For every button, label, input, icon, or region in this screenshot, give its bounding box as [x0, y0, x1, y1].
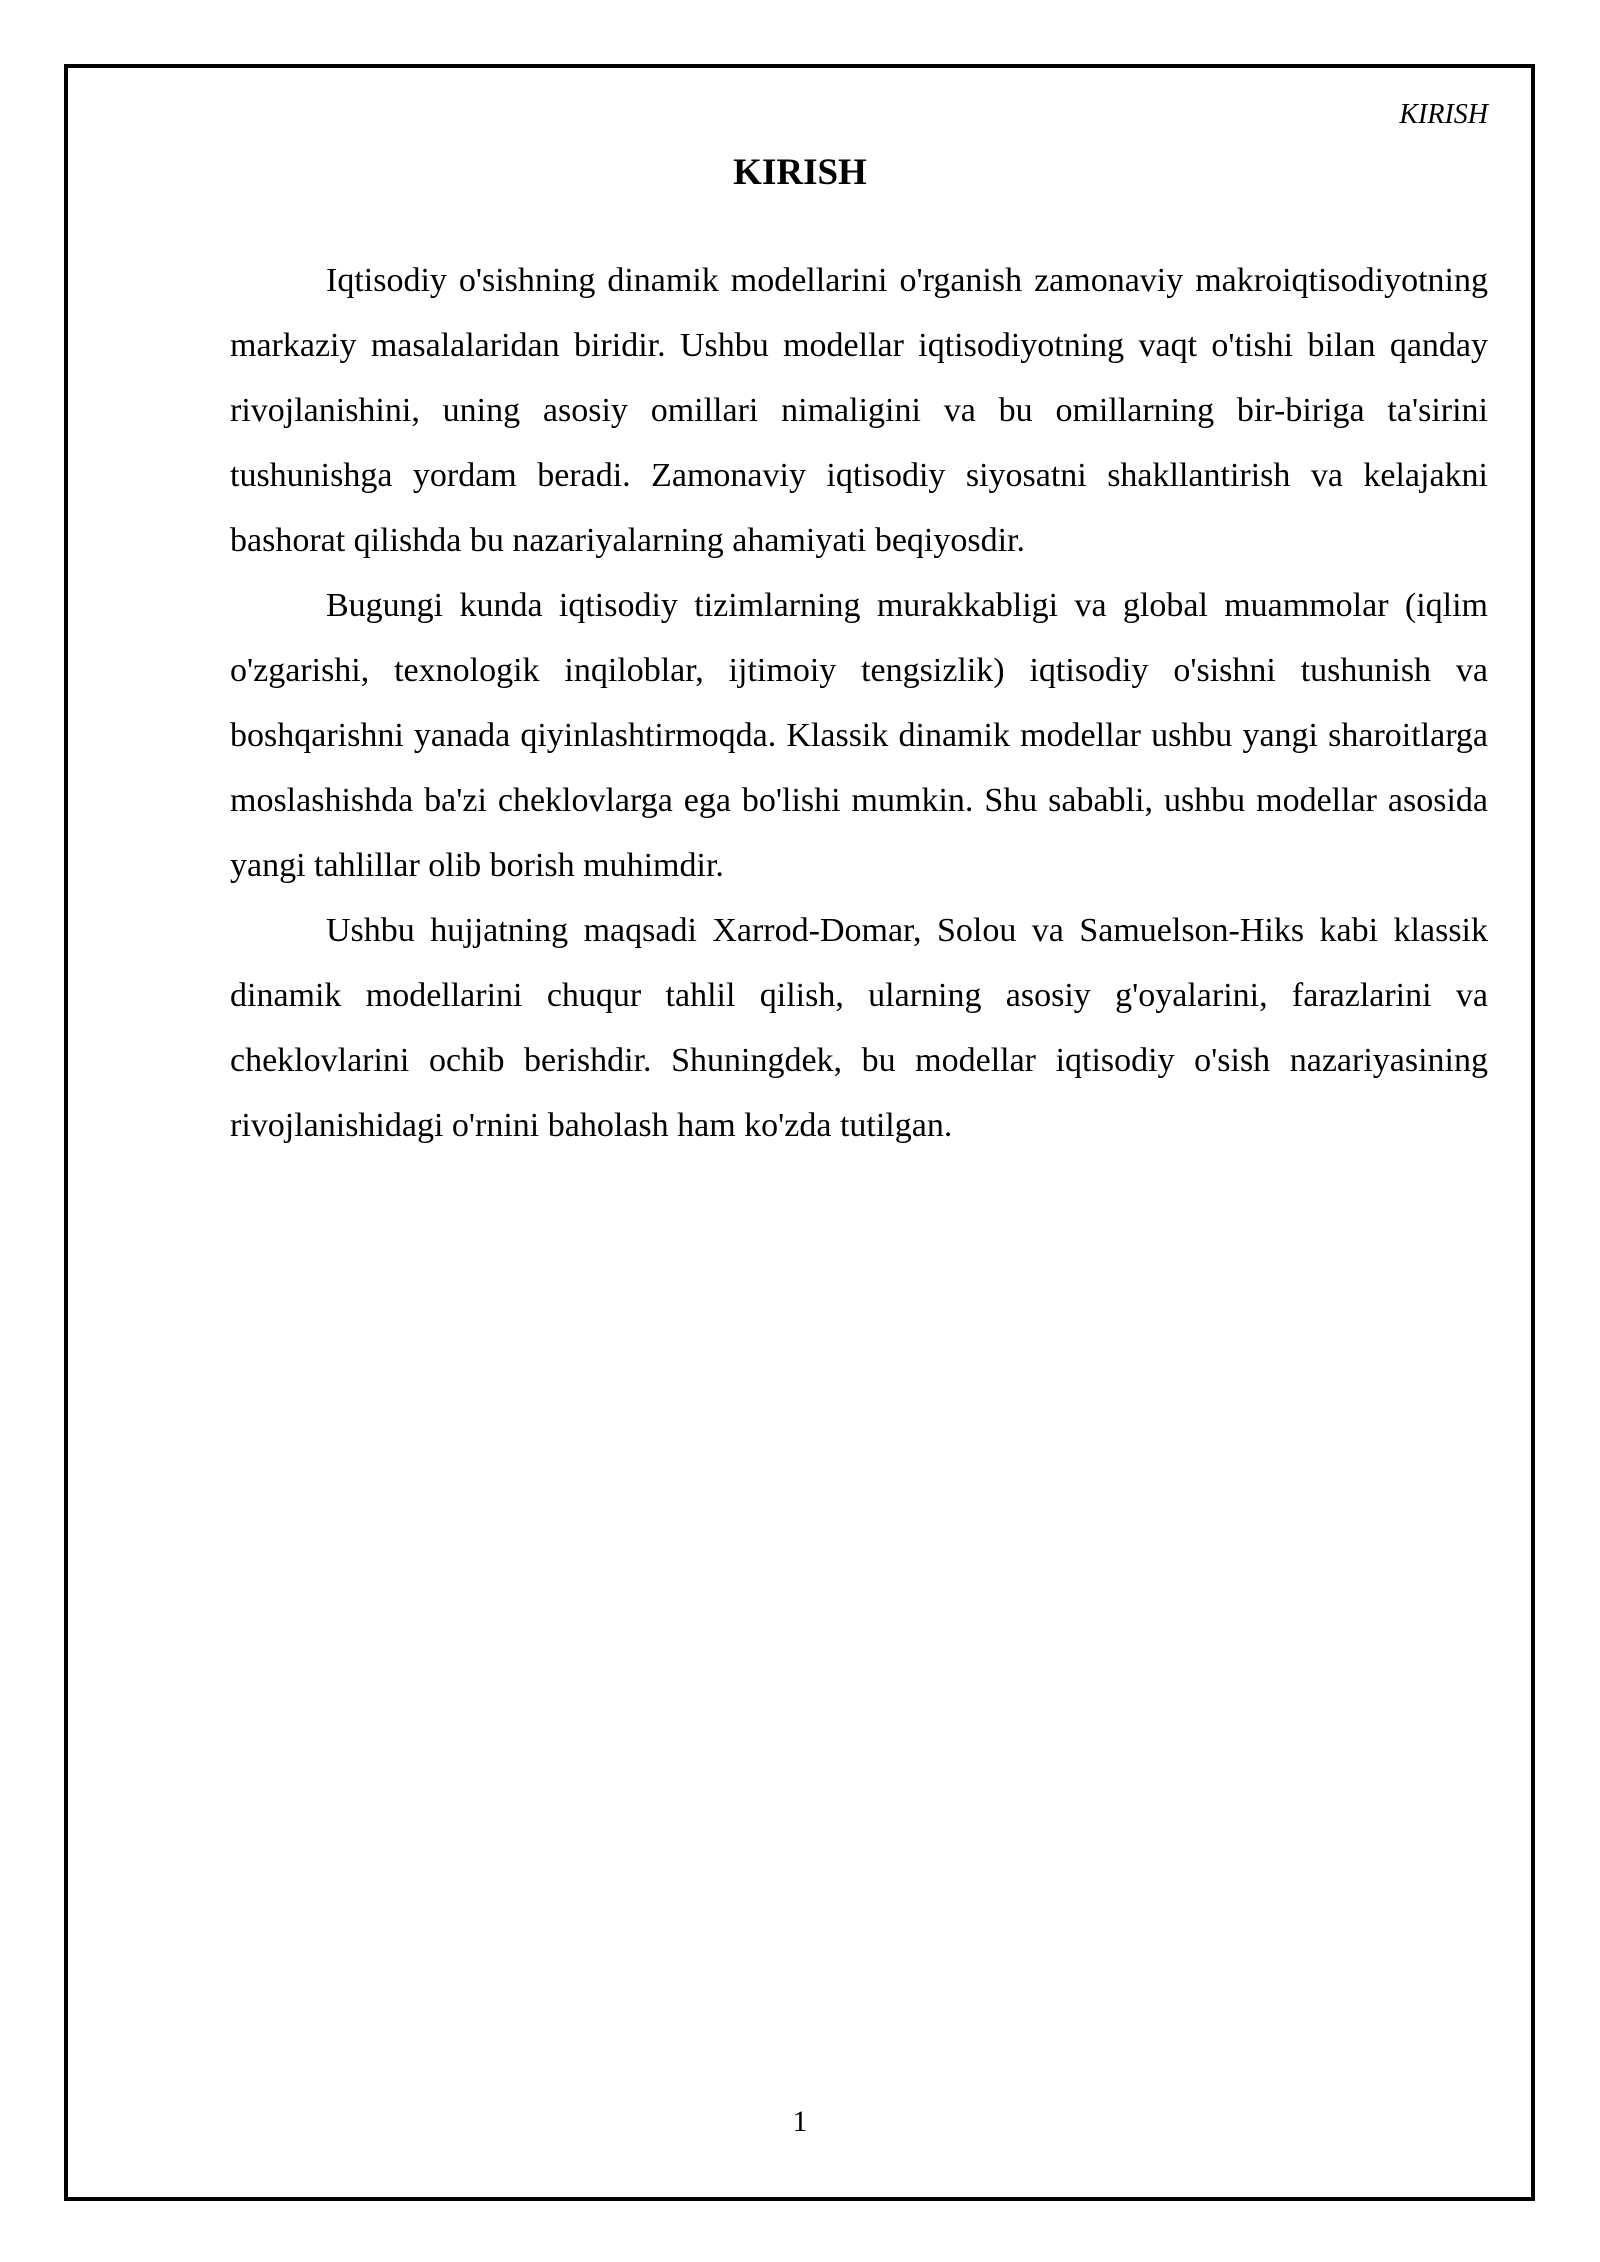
paragraph-1: Iqtisodiy o'sishning dinamik modellarini o'rganish zamonaviy makroiqtisodiyotning markaziy masalalaridan biridir. Ushbu modellar iqtisodiyotning vaqt o'tishi bilan qanday rivojlanishini, uning asosiy omillari nimaligini va bu omillarning bir-biriga ta'sirini tushunishga yordam beradi. Zamonaviy iqtisodiy siyosatni shakllantirish va kelajakni bashorat qilishda bu nazariyalarning ahamiyati beqiyosdir.	[230, 262, 1488, 559]
body-text	[230, 248, 1488, 1158]
page-title: KIRISH	[733, 152, 867, 193]
paragraph-2: Bugungi kunda iqtisodiy tizimlarning murakkabligi va global muammolar (iqlim o'zgarishi, texnologik inqiloblar, ijtimoiy tengsizlik) iqtisodiy o'sishni tushunish va boshqarishni yanada qiyinlashtirmoqda. Klassik dinamik modellar ushbu yangi sharoitlarga moslashishda ba'zi cheklovlarga ega bo'lishi mumkin. Shu sababli, ushbu modellar asosida yangi tahlillar olib borish muhimdir.	[230, 587, 1488, 884]
running-header: KIRISH	[1399, 99, 1488, 130]
paragraph-3: Ushbu hujjatning maqsadi Xarrod-Domar, Solou va Samuelson-Hiks kabi klassik dinamik modellarini chuqur tahlil qilish, ularning asosiy g'oyalarini, farazlarini va cheklovlarini ochib berishdir. Shuningdek, bu modellar iqtisodiy o'sish nazariyasining rivojlanishidagi o'rnini baholash ham ko'zda tutilgan.	[230, 912, 1488, 1144]
page-number: 1	[792, 2105, 808, 2138]
